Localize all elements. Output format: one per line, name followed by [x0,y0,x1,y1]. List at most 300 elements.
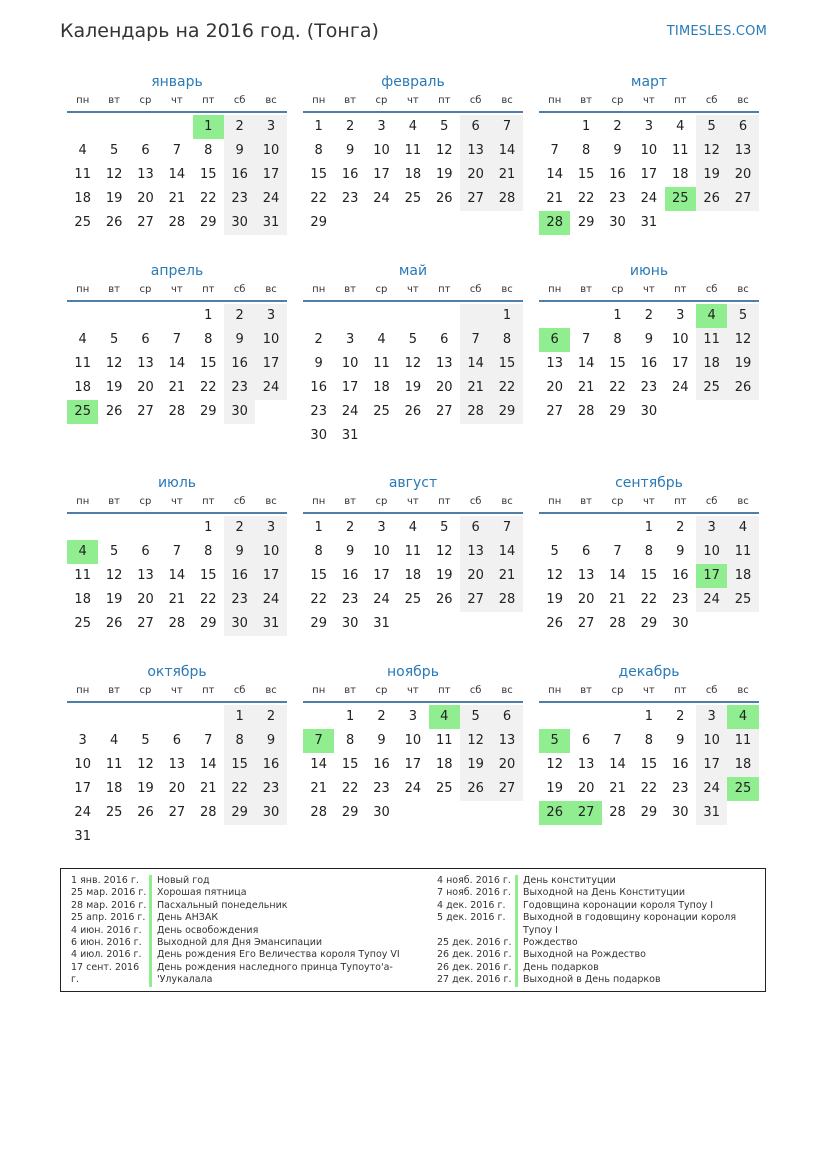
day-cell: 23 [671,592,689,607]
day-cell: 25 [404,592,422,607]
day-cell: 2 [314,332,323,347]
day-cell: 22 [640,592,658,607]
days-grid [67,705,287,849]
day-cell: 5 [408,332,417,347]
legend-holiday-name: День АНЗАК [157,912,219,924]
day-cell: 24 [696,777,727,801]
day-cell: 18 [404,568,422,583]
day-cell: 18 [74,191,91,206]
day-cell: 29 [224,801,255,825]
day-cell: 19 [105,592,123,607]
day-cell: 3 [78,733,87,748]
day-cell: 19 [435,167,453,182]
day-cell: 24 [640,191,658,206]
day-cell: 12 [105,167,123,182]
day-cell: 17 [696,753,727,777]
weekday-label: чт [171,95,183,106]
day-cell: 24 [74,805,91,820]
day-cell: 25 [696,376,727,400]
day-cell: 5 [460,705,491,729]
day-cell: 31 [341,428,359,443]
day-cell: 26 [696,187,727,211]
day-cell: 7 [204,733,213,748]
legend-date: 27 дек. 2016 г. [437,974,512,986]
day-cell: 28 [199,805,217,820]
month-block [539,474,759,636]
day-cell: 30 [671,805,689,820]
day-cell: 28 [310,805,327,820]
day-cell: 11 [74,356,91,371]
weekday-label: вс [737,496,749,507]
empty-cell [460,424,491,448]
day-cell: 6 [172,733,181,748]
weekday-header [67,284,287,302]
day-cell: 15 [640,568,658,583]
day-cell: 5 [727,304,758,328]
empty-cell [397,801,428,825]
legend-marker [515,875,518,887]
day-cell: 7 [172,143,181,158]
day-cell: 5 [696,115,727,139]
month-name: апрель [150,263,204,279]
empty-cell [130,516,161,540]
day-cell: 3 [255,516,286,540]
weekday-label: ср [611,95,624,106]
day-cell: 8 [204,332,213,347]
day-cell: 26 [727,376,758,400]
day-cell: 26 [460,777,491,801]
empty-cell [727,612,758,636]
day-cell: 8 [644,544,653,559]
day-cell: 16 [341,568,359,583]
day-cell: 23 [671,781,689,796]
month-name: сентябрь [615,475,683,491]
day-cell: 30 [310,428,327,443]
legend-row [437,962,747,974]
weekday-header [303,284,523,302]
day-cell: 10 [671,332,689,347]
empty-cell [67,304,98,328]
day-cell: 17 [640,167,658,182]
day-cell: 4 [67,540,98,564]
day-cell: 14 [460,352,491,376]
empty-cell [366,304,397,328]
legend-holiday-name: День рождения Его Величества короля Тупоу VI [157,949,400,961]
day-cell: 28 [609,616,626,631]
day-cell: 27 [168,805,186,820]
weekday-label: вт [108,95,120,106]
legend-marker [149,912,152,924]
empty-cell [130,304,161,328]
empty-cell [130,705,161,729]
day-cell: 2 [676,520,685,535]
day-cell: 18 [727,564,758,588]
day-cell: 21 [577,380,595,395]
day-cell: 15 [199,568,217,583]
day-cell: 23 [609,191,626,206]
day-cell: 20 [137,592,154,607]
day-cell: 10 [404,733,422,748]
day-cell: 12 [460,729,491,753]
legend-holiday-name: Выходной в годовщину коронации короля Тупоу I [523,912,737,936]
day-cell: 25 [67,400,98,424]
legend-column-right [437,875,747,987]
day-cell: 4 [429,705,460,729]
day-cell: 7 [613,733,622,748]
day-cell: 16 [224,352,255,376]
day-cell: 1 [491,304,522,328]
day-cell: 14 [310,757,327,772]
day-cell: 29 [491,400,522,424]
weekday-label: пт [674,95,687,106]
day-cell: 3 [345,332,355,347]
day-cell: 8 [581,143,591,158]
legend-row [437,949,747,961]
day-cell: 25 [727,777,758,801]
day-cell: 29 [577,215,595,230]
day-cell: 1 [345,709,355,724]
weekday-header [67,496,287,514]
day-cell: 1 [204,520,213,535]
day-cell: 9 [255,729,286,753]
month-block [303,73,523,235]
day-cell: 12 [727,328,758,352]
day-cell: 11 [74,167,91,182]
day-cell: 25 [74,616,91,631]
empty-cell [570,304,601,328]
month-name: декабрь [618,664,680,680]
empty-cell [130,115,161,139]
day-cell: 1 [581,119,591,134]
day-cell: 29 [199,404,217,419]
empty-cell [255,825,286,849]
day-cell: 22 [341,781,359,796]
empty-cell [429,801,460,825]
day-cell: 22 [491,376,522,400]
empty-cell [303,304,334,328]
day-cell: 15 [577,167,595,182]
day-cell: 4 [408,119,417,134]
day-cell: 2 [345,520,355,535]
day-cell: 20 [435,380,453,395]
day-cell: 11 [435,733,453,748]
day-cell: 11 [105,757,123,772]
day-cell: 19 [696,163,727,187]
day-cell: 23 [224,376,255,400]
day-cell: 14 [168,568,186,583]
day-cell: 6 [581,733,591,748]
day-cell: 21 [168,592,186,607]
day-cell: 4 [78,332,87,347]
day-cell: 8 [491,328,522,352]
day-cell: 19 [105,191,123,206]
day-cell: 14 [577,356,595,371]
day-cell: 15 [341,757,359,772]
day-cell: 19 [727,352,758,376]
day-cell: 17 [373,568,390,583]
day-cell: 6 [581,544,591,559]
day-cell: 29 [199,616,217,631]
days-grid [67,304,287,424]
day-cell: 22 [310,592,327,607]
empty-cell [67,115,98,139]
day-cell: 12 [696,139,727,163]
day-cell: 3 [676,308,685,323]
weekday-label: пн [76,95,90,106]
empty-cell [193,825,224,849]
month-block [539,262,759,424]
empty-cell [98,705,129,729]
empty-cell [727,400,758,424]
weekday-label: пт [202,496,215,507]
month-name: август [388,475,438,491]
empty-cell [397,211,428,235]
day-cell: 25 [373,404,390,419]
legend-holiday-name: Выходной в День подарков [523,974,661,986]
weekday-label: ср [375,284,388,295]
weekday-label: сб [469,95,482,106]
day-cell: 9 [345,544,355,559]
day-cell: 20 [577,781,595,796]
day-cell: 13 [460,139,491,163]
legend-row [437,900,747,912]
day-cell: 10 [255,540,286,564]
empty-cell [429,612,460,636]
day-cell: 26 [435,191,453,206]
day-cell: 7 [172,332,181,347]
day-cell: 7 [613,544,622,559]
day-cell: 18 [74,380,91,395]
day-cell: 1 [314,119,323,134]
day-cell: 25 [727,588,758,612]
weekday-label: вс [501,685,513,696]
weekday-label: ср [611,496,624,507]
day-cell: 12 [546,568,563,583]
day-cell: 2 [224,304,255,328]
day-cell: 10 [696,540,727,564]
day-cell: 21 [310,781,327,796]
legend-date: 7 нояб. 2016 г. [437,887,511,899]
weekday-label: пн [548,284,562,295]
weekday-label: пт [438,496,451,507]
legend-row [71,887,401,899]
day-cell: 21 [491,163,522,187]
day-cell: 5 [550,544,559,559]
day-cell: 20 [460,163,491,187]
weekday-label: пт [438,284,451,295]
day-cell: 24 [255,376,286,400]
empty-cell [98,115,129,139]
day-cell: 19 [435,568,453,583]
day-cell: 13 [137,568,154,583]
day-cell: 4 [727,516,758,540]
day-cell: 21 [609,592,626,607]
day-cell: 5 [539,729,570,753]
legend-row [71,875,401,887]
day-cell: 19 [546,781,563,796]
day-cell: 14 [609,757,626,772]
weekday-label: вт [108,685,120,696]
empty-cell [570,705,601,729]
weekday-label: ср [375,95,388,106]
weekday-label: вс [265,496,277,507]
day-cell: 8 [204,143,213,158]
weekday-label: сб [233,496,246,507]
day-cell: 20 [577,592,595,607]
weekday-label: вт [108,496,120,507]
empty-cell [539,516,570,540]
empty-cell [161,115,192,139]
day-cell: 25 [435,781,453,796]
day-cell: 4 [78,143,87,158]
weekday-label: пт [674,496,687,507]
legend-marker [149,962,152,987]
day-cell: 11 [727,729,758,753]
day-cell: 8 [644,733,653,748]
day-cell: 28 [609,805,626,820]
day-cell: 4 [676,119,685,134]
day-cell: 28 [460,400,491,424]
empty-cell [539,304,570,328]
day-cell: 15 [199,167,217,182]
day-cell: 26 [435,592,453,607]
day-cell: 12 [137,757,154,772]
day-cell: 15 [224,753,255,777]
day-cell: 22 [199,592,217,607]
day-cell: 13 [137,167,154,182]
weekday-header [303,496,523,514]
weekday-label: пт [202,284,215,295]
weekday-label: сб [233,284,246,295]
legend-row [71,949,401,961]
day-cell: 21 [546,191,563,206]
weekday-label: вт [344,685,356,696]
day-cell: 17 [373,167,390,182]
day-cell: 2 [377,709,386,724]
day-cell: 24 [696,588,727,612]
day-cell: 3 [696,705,727,729]
empty-cell [696,612,727,636]
legend-row [71,912,401,924]
day-cell: 22 [199,380,217,395]
day-cell: 10 [373,143,390,158]
day-cell: 23 [224,588,255,612]
day-cell: 11 [404,544,422,559]
day-cell: 24 [404,781,422,796]
day-cell: 3 [377,119,386,134]
day-cell: 10 [74,757,91,772]
day-cell: 31 [255,612,286,636]
day-cell: 6 [727,115,758,139]
legend-holiday-name: Хорошая пятница [157,887,247,899]
day-cell: 1 [314,520,323,535]
day-cell: 2 [345,119,355,134]
days-grid [303,516,523,636]
day-cell: 17 [696,564,727,588]
weekday-label: вс [265,284,277,295]
legend-row [71,962,401,987]
day-cell: 24 [671,380,689,395]
weekday-label: сб [233,685,246,696]
weekday-label: пн [312,685,326,696]
month-block [303,663,523,825]
empty-cell [696,400,727,424]
empty-cell [696,211,727,235]
legend-holiday-name: Выходной для Дня Эмансипации [157,937,323,949]
day-cell: 9 [676,733,685,748]
day-cell: 24 [373,191,390,206]
day-cell: 6 [141,143,150,158]
day-cell: 9 [224,540,255,564]
weekday-label: вт [344,496,356,507]
legend-date: 1 янв. 2016 г. [71,875,139,886]
weekday-label: пн [548,496,562,507]
weekday-label: вт [344,284,356,295]
day-cell: 22 [577,191,595,206]
month-name: июнь [629,263,669,279]
day-cell: 6 [491,705,522,729]
day-cell: 14 [168,356,186,371]
day-cell: 20 [491,753,522,777]
day-cell: 2 [676,709,685,724]
legend-holiday-name: День конституции [523,875,616,886]
site-link[interactable]: TIMESLES.COM [666,24,767,39]
day-cell: 25 [404,191,422,206]
day-cell: 3 [408,709,417,724]
day-cell: 28 [168,616,186,631]
day-cell: 16 [310,380,327,395]
empty-cell [98,516,129,540]
day-cell: 10 [341,356,359,371]
day-cell: 21 [460,376,491,400]
empty-cell [429,304,460,328]
day-cell: 18 [74,592,91,607]
day-cell: 31 [640,215,658,230]
month-name: июль [157,475,197,491]
legend-date: 4 июн. 2016 г. [71,924,142,936]
day-cell: 22 [640,781,658,796]
day-cell: 29 [640,805,658,820]
day-cell: 9 [676,544,685,559]
day-cell: 25 [105,805,123,820]
day-cell: 26 [105,616,123,631]
day-cell: 13 [435,356,453,371]
day-cell: 20 [460,564,491,588]
day-cell: 25 [74,215,91,230]
weekday-label: чт [407,95,419,106]
day-cell: 19 [460,753,491,777]
day-cell: 19 [105,380,123,395]
day-cell: 19 [137,781,154,796]
day-cell: 18 [373,380,390,395]
empty-cell [539,115,570,139]
day-cell: 8 [314,544,323,559]
day-cell: 8 [613,332,622,347]
weekday-label: ср [139,95,152,106]
day-cell: 20 [137,380,154,395]
day-cell: 7 [491,115,522,139]
day-cell: 15 [491,352,522,376]
weekday-label: сб [705,95,718,106]
day-cell: 7 [581,332,591,347]
day-cell: 16 [373,757,390,772]
weekday-label: вс [265,685,277,696]
month-block [539,73,759,235]
empty-cell [429,424,460,448]
legend-row [71,937,401,949]
day-cell: 5 [109,544,119,559]
empty-cell [539,705,570,729]
